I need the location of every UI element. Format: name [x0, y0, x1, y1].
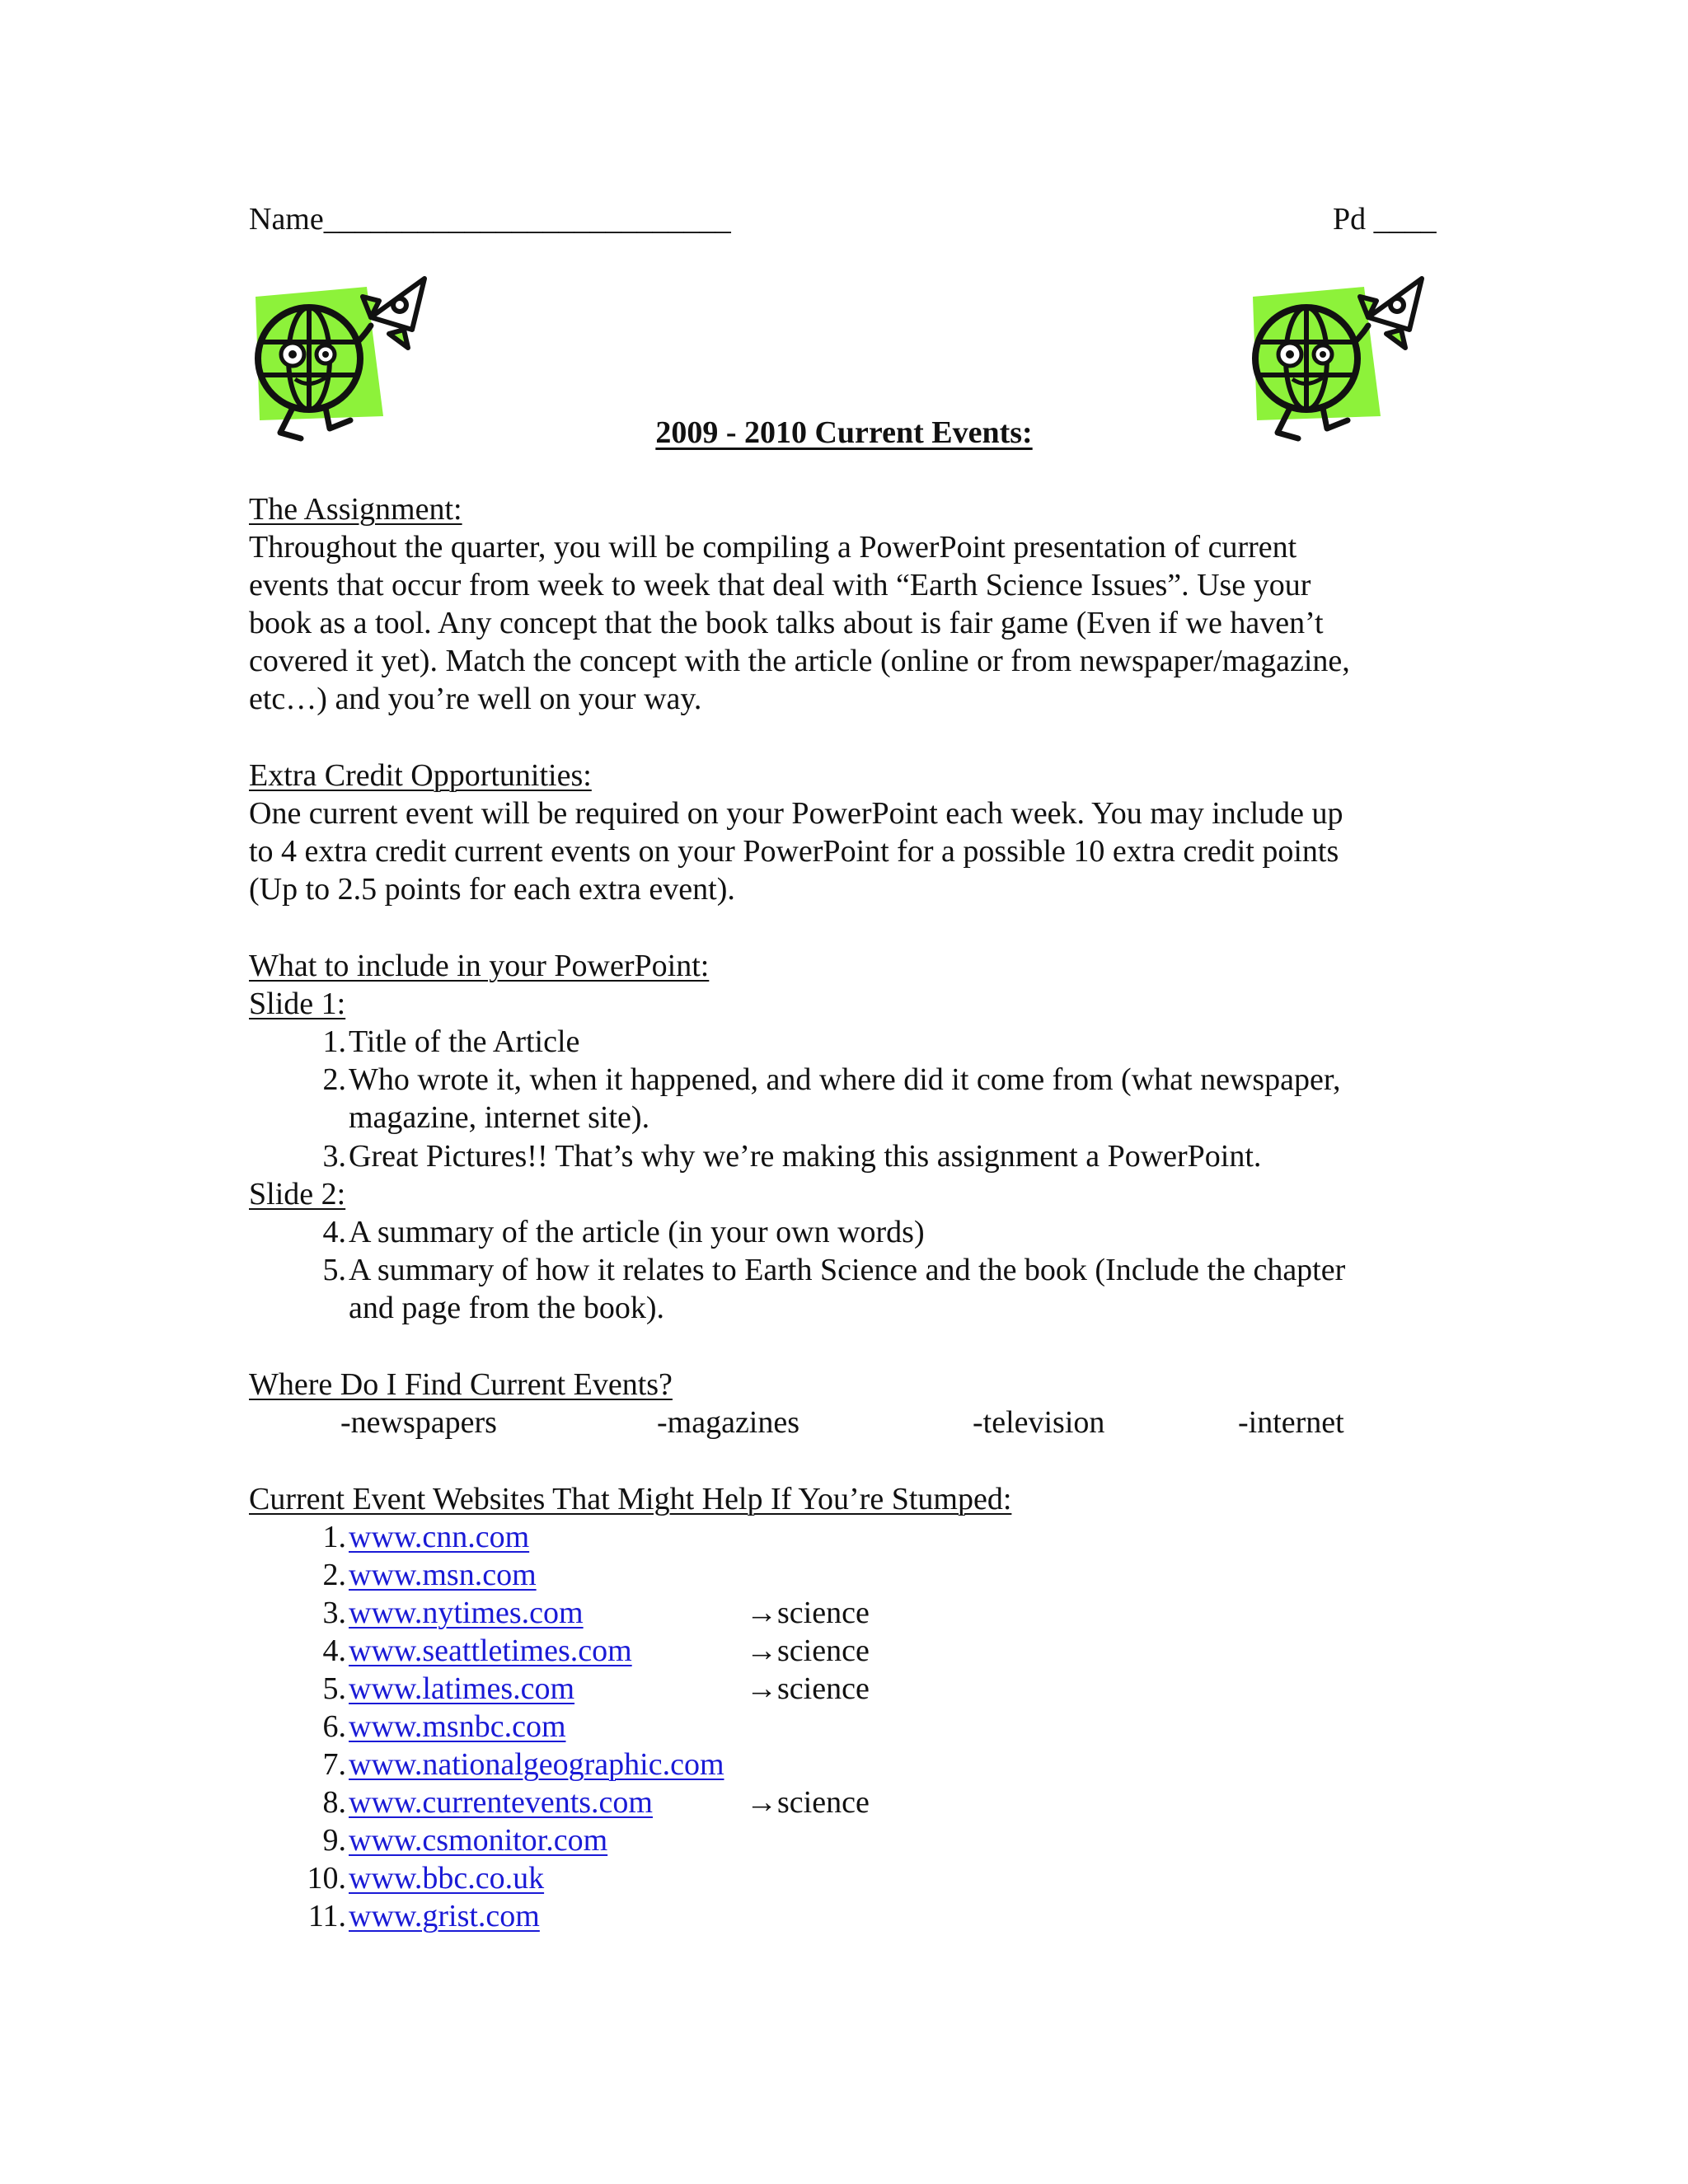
list-number: 1.: [322, 1520, 346, 1554]
list-number: 2.: [322, 1558, 346, 1592]
list-number: 11.: [307, 1899, 346, 1933]
name-field-label: Name__________________________: [249, 202, 731, 237]
list-number: 4.: [322, 1633, 346, 1668]
list-number: 7.: [322, 1747, 346, 1782]
website-note: →science: [746, 1671, 870, 1706]
list-item-continued: and page from the book).: [349, 1291, 665, 1325]
where-heading: Where Do I Find Current Events?: [249, 1367, 673, 1402]
website-link-nationalgeographic[interactable]: www.nationalgeographic.com: [349, 1747, 724, 1782]
website-link-bbc[interactable]: www.bbc.co.uk: [349, 1861, 545, 1896]
slide-2-label: Slide 2:: [249, 1177, 346, 1212]
assignment-heading: The Assignment:: [249, 492, 462, 527]
list-number: 1.: [322, 1024, 346, 1059]
website-link-nytimes[interactable]: www.nytimes.com: [349, 1596, 584, 1630]
source-item: -newspapers: [340, 1405, 497, 1440]
list-number: 3.: [322, 1596, 346, 1630]
slide-1-label: Slide 1:: [249, 987, 346, 1021]
assignment-line: events that occur from week to week that deal with “Earth Science Issues”. Use your: [249, 568, 1311, 602]
page-title: 2009 - 2010 Current Events:: [655, 415, 1033, 450]
extra-credit-heading: Extra Credit Opportunities:: [249, 758, 592, 793]
list-number: 4.: [322, 1215, 346, 1249]
source-item: -television: [973, 1405, 1105, 1440]
assignment-line: Throughout the quarter, you will be compiling a PowerPoint presentation of current: [249, 530, 1297, 565]
assignment-line: etc…) and you’re well on your way.: [249, 682, 702, 716]
list-number: 8.: [322, 1785, 346, 1820]
include-heading: What to include in your PowerPoint:: [249, 949, 710, 983]
website-link-latimes[interactable]: www.latimes.com: [349, 1671, 575, 1706]
website-note: →science: [746, 1633, 870, 1668]
list-number: 9.: [322, 1823, 346, 1858]
source-item: -internet: [1238, 1405, 1344, 1440]
list-item: A summary of the article (in your own words): [349, 1215, 925, 1249]
extra-credit-line: One current event will be required on your PowerPoint each week. You may include up: [249, 796, 1343, 831]
list-item: Who wrote it, when it happened, and where did it come from (what newspaper,: [349, 1062, 1341, 1097]
website-link-msn[interactable]: www.msn.com: [349, 1558, 537, 1592]
extra-credit-line: to 4 extra credit current events on your PowerPoint for a possible 10 extra credit points: [249, 834, 1339, 869]
list-number: 10.: [307, 1861, 346, 1896]
website-link-msnbc[interactable]: www.msnbc.com: [349, 1709, 566, 1744]
list-number: 5.: [322, 1671, 346, 1706]
list-item: Great Pictures!! That’s why we’re making this assignment a PowerPoint.: [349, 1139, 1262, 1174]
list-item-continued: magazine, internet site).: [349, 1100, 650, 1135]
website-link-seattletimes[interactable]: www.seattletimes.com: [349, 1633, 632, 1668]
websites-heading: Current Event Websites That Might Help If You’re Stumped:: [249, 1482, 1012, 1516]
source-item: -magazines: [657, 1405, 800, 1440]
website-note: →science: [746, 1596, 870, 1630]
website-link-cnn[interactable]: www.cnn.com: [349, 1520, 530, 1554]
website-link-csmonitor[interactable]: www.csmonitor.com: [349, 1823, 608, 1858]
list-number: 5.: [322, 1253, 346, 1287]
website-link-currentevents[interactable]: www.currentevents.com: [349, 1785, 653, 1820]
list-number: 3.: [322, 1139, 346, 1174]
website-note: →science: [746, 1785, 870, 1820]
list-item: Title of the Article: [349, 1024, 580, 1059]
assignment-line: covered it yet). Match the concept with the article (online or from newspaper/magazine,: [249, 644, 1350, 678]
website-link-grist[interactable]: www.grist.com: [349, 1899, 540, 1933]
period-field-label: Pd ____: [1333, 202, 1437, 237]
list-number: 2.: [322, 1062, 346, 1097]
list-number: 6.: [322, 1709, 346, 1744]
extra-credit-line: (Up to 2.5 points for each extra event).: [249, 872, 735, 907]
assignment-line: book as a tool. Any concept that the book talks about is fair game (Even if we haven’t: [249, 606, 1324, 640]
list-item: A summary of how it relates to Earth Science and the book (Include the chapter: [349, 1253, 1346, 1287]
